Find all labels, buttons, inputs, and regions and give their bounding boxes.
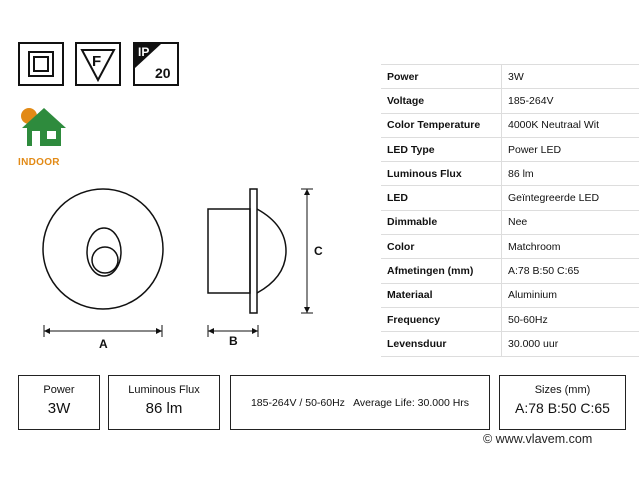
flux-card-value: 86 lm	[145, 400, 183, 417]
house-icon	[18, 104, 70, 148]
sizes-card-value: A:78 B:50 C:65	[515, 400, 610, 416]
spec-key: Levensduur	[381, 332, 502, 356]
spec-key: Voltage	[381, 89, 502, 113]
spec-row	[381, 162, 639, 186]
spec-key: Color Temperature	[381, 113, 502, 137]
sizes-card	[499, 375, 626, 430]
spec-value: Geïntegreerde LED	[502, 186, 640, 210]
spec-value: 4000K Neutraal Wit	[502, 113, 640, 137]
spec-value: Nee	[502, 210, 640, 234]
spec-row	[381, 186, 639, 210]
f-mark-label: F	[92, 53, 102, 70]
spec-row	[381, 65, 639, 89]
power-card	[18, 375, 100, 430]
ip-label-top: IP	[138, 45, 150, 59]
spec-value: 50-60Hz	[502, 307, 640, 331]
double-square-icon	[20, 44, 62, 84]
spec-row	[381, 259, 639, 283]
spec-key: LED	[381, 186, 502, 210]
spec-key: Materiaal	[381, 283, 502, 307]
spec-row	[381, 89, 639, 113]
class-2-symbol	[18, 42, 64, 86]
technical-drawing	[0, 175, 340, 355]
info-card	[230, 375, 490, 430]
spec-key: Frequency	[381, 307, 502, 331]
front-view	[43, 189, 163, 337]
spec-row	[381, 307, 639, 331]
info-card-text: 185-264V / 50-60Hz Average Life: 30.000 Hrs	[250, 397, 470, 409]
spec-value: 185-264V	[502, 89, 640, 113]
side-view	[208, 189, 313, 337]
spec-key: Color	[381, 235, 502, 259]
spec-key: Luminous Flux	[381, 162, 502, 186]
spec-value: 86 lm	[502, 162, 640, 186]
f-mark-symbol	[75, 42, 121, 86]
power-card-value: 3W	[47, 400, 71, 417]
dimension-label-a: A	[99, 337, 108, 351]
dimension-label-b: B	[229, 334, 238, 348]
spec-table	[381, 64, 639, 357]
dimension-label-c: C	[314, 244, 323, 258]
spec-value: 30.000 uur	[502, 332, 640, 356]
flux-card-label: Luminous Flux	[128, 384, 200, 396]
spec-row	[381, 113, 639, 137]
indoor-label: INDOOR	[18, 157, 60, 168]
spec-value: Matchroom	[502, 235, 640, 259]
sizes-card-label: Sizes (mm)	[534, 384, 591, 396]
spec-row	[381, 137, 639, 161]
flux-card	[108, 375, 220, 430]
spec-key: Afmetingen (mm)	[381, 259, 502, 283]
spec-row	[381, 235, 639, 259]
spec-value: Aluminium	[502, 283, 640, 307]
spec-value: A:78 B:50 C:65	[502, 259, 640, 283]
spec-value: 3W	[502, 65, 640, 89]
spec-row	[381, 332, 639, 356]
spec-key: Power	[381, 65, 502, 89]
indoor-badge	[18, 104, 72, 172]
spec-key: Dimmable	[381, 210, 502, 234]
spec-row	[381, 283, 639, 307]
spec-row	[381, 210, 639, 234]
spec-key: LED Type	[381, 137, 502, 161]
spec-value: Power LED	[502, 137, 640, 161]
power-card-label: Power	[43, 384, 75, 396]
ip-label-bottom: 20	[155, 65, 171, 81]
website-url[interactable]: © www.vlavem.com	[483, 432, 593, 446]
ip-rating-symbol	[133, 42, 179, 86]
